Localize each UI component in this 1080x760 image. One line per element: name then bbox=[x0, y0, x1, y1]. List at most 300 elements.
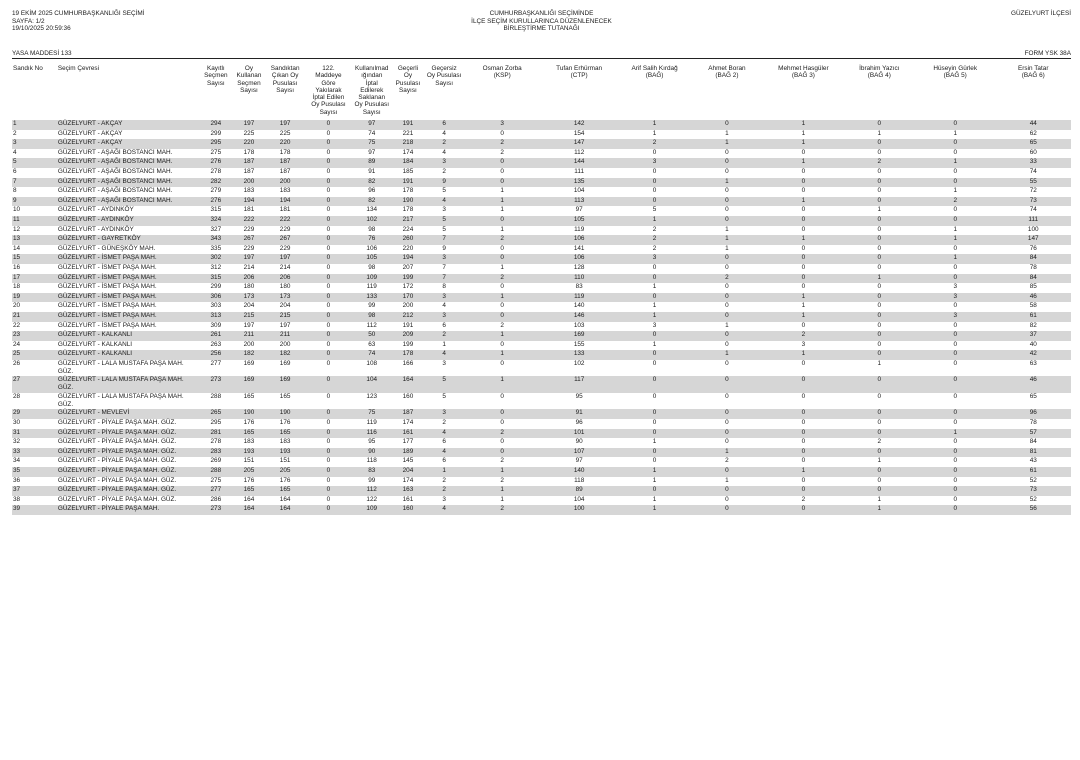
column-header-line: Ersin Tatar bbox=[1018, 65, 1049, 72]
table-cell: 97 bbox=[575, 457, 583, 465]
table-cell: 0 bbox=[326, 438, 331, 446]
table-cell: 0 bbox=[915, 467, 996, 477]
table-cell: 0 bbox=[306, 254, 352, 264]
table-cell: 0 bbox=[915, 448, 996, 458]
ballot-box-number: 2 bbox=[13, 129, 17, 137]
column-header-line: Kullanılmad bbox=[355, 65, 389, 72]
table-cell: 0 bbox=[326, 495, 331, 503]
table-cell: 0 bbox=[877, 419, 882, 427]
table-cell: 4 bbox=[442, 129, 446, 137]
table-row bbox=[12, 467, 1071, 477]
ballot-box-number: 7 bbox=[12, 178, 57, 188]
table-cell: 0 bbox=[652, 457, 657, 465]
table-cell: 164 bbox=[233, 505, 265, 515]
table-cell: 312 bbox=[210, 263, 222, 271]
table-cell: 3 bbox=[618, 254, 690, 264]
table-cell: 0 bbox=[326, 148, 331, 156]
table-cell: 1 bbox=[618, 505, 690, 515]
table-cell: 6 bbox=[442, 457, 446, 465]
table-cell: 65 bbox=[1029, 392, 1037, 400]
table-cell: 178 bbox=[402, 206, 414, 214]
table-cell: 116 bbox=[351, 429, 392, 439]
table-cell: 2 bbox=[877, 438, 882, 446]
table-cell: 0 bbox=[500, 438, 504, 446]
column-header-line: (BAĞ 5) bbox=[943, 72, 967, 80]
column-header-line: Pusulası bbox=[272, 79, 298, 87]
table-cell: 1 bbox=[652, 495, 657, 503]
table-cell: 173 bbox=[265, 293, 306, 303]
column-header-line: Sandıktan bbox=[270, 65, 300, 72]
report-title-line3: BİRLEŞTİRME TUTANAĞI bbox=[503, 25, 580, 33]
table-row bbox=[12, 197, 1071, 207]
table-row bbox=[12, 302, 1071, 312]
table-cell: 1 bbox=[691, 235, 763, 245]
ballot-box-number: 33 bbox=[12, 448, 57, 458]
table-cell: 3 bbox=[953, 283, 957, 291]
table-cell: 1 bbox=[953, 129, 957, 137]
table-cell: 90 bbox=[351, 448, 392, 458]
constituency-name: GÜZELYURT - PİYALE PAŞA MAH. GÜZ. bbox=[57, 419, 177, 427]
table-cell: 2 bbox=[465, 429, 540, 439]
table-row bbox=[12, 457, 1071, 467]
table-cell: 0 bbox=[801, 392, 806, 400]
table-cell: 178 bbox=[402, 187, 414, 195]
column-header-line: (KSP) bbox=[493, 72, 511, 80]
ballot-box-number: 25 bbox=[12, 350, 57, 360]
table-cell: 181 bbox=[243, 206, 255, 214]
table-cell: 0 bbox=[326, 457, 331, 465]
column-header bbox=[392, 65, 424, 120]
table-cell: 222 bbox=[233, 216, 265, 226]
page-number: SAYFA: 1/2 bbox=[12, 17, 45, 25]
column-header-line: Oy bbox=[244, 65, 254, 72]
table-cell: 1 bbox=[618, 312, 690, 322]
table-cell: 0 bbox=[953, 263, 957, 271]
table-cell: 0 bbox=[844, 409, 915, 419]
table-cell: 206 bbox=[233, 274, 265, 284]
constituency-name: GÜZELYURT - LALA MUSTAFA PAŞA MAH. GÜZ. bbox=[57, 359, 184, 375]
table-cell: 0 bbox=[326, 244, 331, 252]
constituency-name: GÜZELYURT - İSMET PAŞA MAH. bbox=[57, 263, 157, 271]
table-cell: 0 bbox=[725, 495, 729, 503]
ballot-box-number: 22 bbox=[13, 321, 21, 329]
table-cell: 0 bbox=[465, 448, 540, 458]
table-cell: 256 bbox=[199, 350, 234, 360]
constituency-name: GÜZELYURT - PİYALE PAŞA MAH. GÜZ. bbox=[57, 476, 177, 484]
table-cell: 174 bbox=[402, 148, 414, 156]
column-header-line: (BAĞ 2) bbox=[715, 72, 739, 80]
table-cell: 0 bbox=[306, 274, 352, 284]
table-cell: 0 bbox=[691, 120, 763, 130]
table-cell: 98 bbox=[351, 312, 392, 322]
table-cell: 1 bbox=[618, 120, 690, 130]
header-left bbox=[12, 10, 312, 33]
table-cell: 135 bbox=[540, 178, 618, 188]
table-cell: 1 bbox=[725, 244, 729, 252]
table-cell: 0 bbox=[306, 409, 352, 419]
table-cell: 146 bbox=[540, 312, 618, 322]
table-cell: 2 bbox=[424, 486, 465, 496]
table-row bbox=[12, 139, 1071, 149]
table-cell: 1 bbox=[652, 438, 657, 446]
table-cell: 1 bbox=[500, 263, 504, 271]
table-cell: 151 bbox=[279, 457, 291, 465]
ballot-box-number: 6 bbox=[13, 168, 17, 176]
constituency-name: GÜZELYURT - PİYALE PAŞA MAH. GÜZ. bbox=[57, 448, 199, 458]
table-cell: 140 bbox=[573, 302, 585, 310]
table-cell: 105 bbox=[351, 254, 392, 264]
table-cell: 0 bbox=[618, 376, 690, 393]
ballot-box-number: 32 bbox=[13, 438, 21, 446]
table-cell: 190 bbox=[265, 409, 306, 419]
table-cell: 101 bbox=[540, 429, 618, 439]
table-cell: 0 bbox=[306, 312, 352, 322]
constituency-name: GÜZELYURT - KALKANLI bbox=[57, 350, 199, 360]
table-row bbox=[12, 254, 1071, 264]
table-cell: 102 bbox=[351, 216, 392, 226]
table-cell: 0 bbox=[326, 129, 331, 137]
table-row bbox=[12, 168, 1071, 178]
table-cell: 111 bbox=[574, 168, 585, 176]
table-cell: 166 bbox=[402, 359, 414, 367]
table-cell: 0 bbox=[844, 331, 915, 341]
table-cell: 163 bbox=[392, 486, 424, 496]
table-cell: 0 bbox=[953, 495, 957, 503]
table-cell: 0 bbox=[465, 312, 540, 322]
column-header-line: Geçerli Oy bbox=[397, 65, 419, 80]
table-cell: 40 bbox=[1029, 340, 1037, 348]
table-cell: 0 bbox=[500, 359, 504, 367]
ballot-box-number: 14 bbox=[13, 244, 21, 252]
column-header-line: Geçersiz bbox=[431, 65, 457, 72]
table-cell: 0 bbox=[844, 376, 915, 393]
table-cell: 0 bbox=[915, 350, 996, 360]
table-cell: 0 bbox=[915, 274, 996, 284]
table-cell: 1 bbox=[465, 350, 540, 360]
column-header-line: Oy Pusulası bbox=[311, 101, 346, 109]
print-timestamp: 19/10/2025 20:59:36 bbox=[12, 25, 71, 33]
table-cell: 169 bbox=[279, 359, 291, 367]
table-cell: 0 bbox=[877, 302, 882, 310]
table-cell: 0 bbox=[763, 448, 844, 458]
table-row bbox=[12, 393, 1071, 410]
table-cell: 1 bbox=[691, 448, 763, 458]
table-cell: 75 bbox=[351, 139, 392, 149]
constituency-name: GÜZELYURT - İSMET PAŞA MAH. bbox=[57, 302, 157, 310]
table-cell: 187 bbox=[265, 158, 306, 168]
table-cell: 178 bbox=[392, 350, 424, 360]
table-cell: 73 bbox=[995, 486, 1071, 496]
table-cell: 4 bbox=[424, 350, 465, 360]
table-cell: 119 bbox=[366, 419, 377, 427]
table-cell: 2 bbox=[652, 244, 657, 252]
constituency-name: GÜZELYURT - LALA MUSTAFA PAŞA MAH. GÜZ. bbox=[57, 392, 184, 408]
table-cell: 61 bbox=[995, 312, 1071, 322]
table-cell: 182 bbox=[265, 350, 306, 360]
ballot-box-number: 21 bbox=[12, 312, 57, 322]
table-cell: 112 bbox=[351, 486, 392, 496]
table-cell: 0 bbox=[763, 376, 844, 393]
table-cell: 194 bbox=[392, 254, 424, 264]
table-cell: 2 bbox=[618, 235, 690, 245]
table-cell: 0 bbox=[652, 263, 657, 271]
table-cell: 0 bbox=[763, 216, 844, 226]
ballot-box-number: 27 bbox=[12, 376, 57, 393]
table-row bbox=[12, 419, 1071, 429]
table-cell: 299 bbox=[210, 129, 222, 137]
table-cell: 0 bbox=[725, 168, 729, 176]
ballot-box-number: 36 bbox=[13, 476, 21, 484]
table-cell: 0 bbox=[500, 129, 504, 137]
table-row bbox=[12, 178, 1071, 188]
table-row bbox=[12, 322, 1071, 332]
table-cell: 335 bbox=[210, 244, 222, 252]
ballot-box-number: 19 bbox=[12, 293, 57, 303]
table-row bbox=[12, 360, 1071, 377]
table-cell: 194 bbox=[233, 197, 265, 207]
table-cell: 288 bbox=[199, 467, 234, 477]
ballot-box-number: 28 bbox=[13, 392, 21, 400]
table-cell: 295 bbox=[210, 419, 222, 427]
table-cell: 0 bbox=[763, 178, 844, 188]
table-cell: 75 bbox=[351, 409, 392, 419]
table-cell: 100 bbox=[540, 505, 618, 515]
table-cell: 128 bbox=[573, 263, 585, 271]
table-row bbox=[12, 216, 1071, 226]
constituency-name: GÜZELYURT - AŞAĞI BOSTANCI MAH. bbox=[57, 178, 199, 188]
table-cell: 0 bbox=[465, 254, 540, 264]
table-cell: 1 bbox=[915, 158, 996, 168]
table-cell: 1 bbox=[763, 235, 844, 245]
table-cell: 84 bbox=[995, 254, 1071, 264]
table-cell: 0 bbox=[844, 467, 915, 477]
table-cell: 0 bbox=[326, 419, 331, 427]
ballot-box-number: 13 bbox=[12, 235, 57, 245]
table-cell: 0 bbox=[763, 486, 844, 496]
table-cell: 160 bbox=[392, 505, 424, 515]
table-cell: 4 bbox=[424, 448, 465, 458]
column-header-line: (BAĞ 4) bbox=[867, 72, 891, 80]
table-cell: 110 bbox=[540, 274, 618, 284]
table-cell: 176 bbox=[279, 476, 291, 484]
table-cell: 99 bbox=[368, 476, 376, 484]
table-row bbox=[12, 477, 1071, 487]
table-cell: 200 bbox=[233, 178, 265, 188]
table-cell: 185 bbox=[402, 168, 414, 176]
table-cell: 0 bbox=[500, 244, 504, 252]
table-cell: 0 bbox=[763, 409, 844, 419]
column-header-line: Tufan Erhürman bbox=[556, 65, 603, 72]
table-cell: 3 bbox=[618, 158, 690, 168]
table-cell: 207 bbox=[402, 263, 414, 271]
table-cell: 261 bbox=[199, 331, 234, 341]
table-cell: 85 bbox=[1029, 283, 1037, 291]
table-cell: 0 bbox=[500, 283, 504, 291]
column-header bbox=[995, 65, 1071, 120]
table-cell: 1 bbox=[877, 495, 882, 503]
table-cell: 0 bbox=[763, 505, 844, 515]
table-cell: 197 bbox=[243, 321, 255, 329]
table-cell: 2 bbox=[801, 495, 806, 503]
table-cell: 0 bbox=[725, 419, 729, 427]
table-cell: 0 bbox=[953, 302, 957, 310]
table-row bbox=[12, 312, 1071, 322]
constituency-name: GÜZELYURT - KALKANLI bbox=[57, 340, 133, 348]
table-cell: 0 bbox=[763, 254, 844, 264]
table-row bbox=[12, 496, 1071, 506]
table-cell: 0 bbox=[326, 392, 331, 400]
table-cell: 197 bbox=[265, 254, 306, 264]
table-cell: 165 bbox=[243, 392, 255, 400]
table-cell: 82 bbox=[351, 197, 392, 207]
table-cell: 3 bbox=[424, 312, 465, 322]
table-cell: 183 bbox=[243, 438, 255, 446]
table-cell: 0 bbox=[652, 392, 657, 400]
table-cell: 164 bbox=[279, 495, 291, 503]
table-cell: 0 bbox=[691, 429, 763, 439]
table-cell: 220 bbox=[402, 244, 414, 252]
table-cell: 3 bbox=[424, 158, 465, 168]
table-cell: 83 bbox=[351, 467, 392, 477]
table-cell: 118 bbox=[574, 476, 585, 484]
table-cell: 95 bbox=[368, 438, 376, 446]
law-article: YASA MADDESİ 133 bbox=[12, 50, 72, 57]
table-row bbox=[12, 235, 1071, 245]
column-header-line: Sayısı bbox=[206, 79, 225, 87]
table-cell: 0 bbox=[618, 274, 690, 284]
column-header bbox=[57, 65, 199, 120]
table-cell: 2 bbox=[465, 235, 540, 245]
ballot-box-number: 16 bbox=[13, 263, 21, 271]
table-cell: 0 bbox=[306, 216, 352, 226]
table-cell: 0 bbox=[618, 293, 690, 303]
table-cell: 315 bbox=[210, 206, 222, 214]
ballot-box-number: 20 bbox=[13, 302, 21, 310]
table-cell: 0 bbox=[306, 331, 352, 341]
table-cell: 89 bbox=[540, 486, 618, 496]
table-cell: 1 bbox=[465, 467, 540, 477]
table-cell: 197 bbox=[233, 120, 265, 130]
table-cell: 0 bbox=[725, 359, 729, 367]
table-row bbox=[12, 283, 1071, 293]
table-cell: 89 bbox=[351, 158, 392, 168]
table-cell: 187 bbox=[392, 409, 424, 419]
table-cell: 96 bbox=[368, 187, 376, 195]
table-cell: 0 bbox=[877, 187, 882, 195]
table-cell: 165 bbox=[233, 486, 265, 496]
table-cell: 200 bbox=[402, 302, 414, 310]
column-header-line: Pusulası bbox=[395, 79, 421, 87]
table-cell: 7 bbox=[442, 263, 446, 271]
table-cell: 55 bbox=[995, 178, 1071, 188]
table-cell: 191 bbox=[402, 321, 414, 329]
table-cell: 169 bbox=[243, 359, 255, 367]
table-cell: 2 bbox=[652, 225, 657, 233]
table-cell: 0 bbox=[953, 340, 957, 348]
table-cell: 343 bbox=[199, 235, 234, 245]
table-cell: 1 bbox=[763, 158, 844, 168]
table-cell: 0 bbox=[801, 457, 806, 465]
table-cell: 106 bbox=[540, 254, 618, 264]
table-cell: 0 bbox=[801, 263, 806, 271]
table-cell: 178 bbox=[279, 148, 291, 156]
table-cell: 164 bbox=[392, 376, 424, 393]
table-cell: 0 bbox=[725, 263, 729, 271]
column-header-line: Sayısı bbox=[435, 79, 453, 87]
table-cell: 0 bbox=[844, 254, 915, 264]
table-cell: 0 bbox=[844, 486, 915, 496]
table-cell: 2 bbox=[844, 158, 915, 168]
table-cell: 3 bbox=[915, 312, 996, 322]
constituency-name: GÜZELYURT - AŞAĞI BOSTANCI MAH. bbox=[57, 168, 173, 176]
table-cell: 1 bbox=[465, 331, 540, 341]
table-cell: 217 bbox=[392, 216, 424, 226]
table-cell: 0 bbox=[465, 216, 540, 226]
table-cell: 0 bbox=[465, 409, 540, 419]
table-cell: 81 bbox=[995, 448, 1071, 458]
table-cell: 145 bbox=[402, 457, 414, 465]
table-header bbox=[12, 65, 1071, 120]
table-cell: 1 bbox=[725, 476, 729, 484]
ballot-box-number: 11 bbox=[12, 216, 57, 226]
table-cell: 1 bbox=[953, 225, 957, 233]
constituency-name: GÜZELYURT - İSMET PAŞA MAH. bbox=[57, 293, 199, 303]
table-cell: 37 bbox=[995, 331, 1071, 341]
table-body bbox=[12, 120, 1071, 515]
table-cell: 100 bbox=[1027, 225, 1039, 233]
column-header-line: Seçim Çevresi bbox=[57, 65, 100, 72]
table-cell: 0 bbox=[618, 429, 690, 439]
table-cell: 112 bbox=[366, 321, 377, 329]
table-cell: 108 bbox=[366, 359, 378, 367]
table-cell: 0 bbox=[306, 120, 352, 130]
table-cell: 0 bbox=[953, 168, 957, 176]
table-cell: 78 bbox=[1029, 263, 1037, 271]
constituency-name: GÜZELYURT - AŞAĞI BOSTANCI MAH. bbox=[57, 187, 173, 195]
table-cell: 98 bbox=[368, 225, 376, 233]
ballot-box-number: 26 bbox=[13, 359, 21, 367]
table-cell: 197 bbox=[279, 321, 291, 329]
table-cell: 0 bbox=[801, 187, 806, 195]
column-header-line: İptal Edilen bbox=[312, 94, 345, 102]
column-header-line: Mehmet Hasgüler bbox=[778, 65, 829, 72]
table-cell: 0 bbox=[801, 438, 806, 446]
table-cell: 275 bbox=[210, 476, 222, 484]
table-cell: 3 bbox=[652, 321, 657, 329]
table-cell: 0 bbox=[844, 429, 915, 439]
table-row bbox=[12, 226, 1071, 236]
table-cell: 211 bbox=[265, 331, 306, 341]
table-cell: 0 bbox=[801, 419, 806, 427]
column-header bbox=[465, 65, 540, 120]
table-cell: 1 bbox=[424, 467, 465, 477]
table-cell: 42 bbox=[995, 350, 1071, 360]
table-cell: 44 bbox=[995, 120, 1071, 130]
table-cell: 260 bbox=[392, 235, 424, 245]
table-row bbox=[12, 264, 1071, 274]
table-cell: 0 bbox=[326, 283, 331, 291]
constituency-name: GÜZELYURT - PİYALE PAŞA MAH. GÜZ. bbox=[57, 429, 199, 439]
table-cell: 214 bbox=[279, 263, 291, 271]
table-cell: 3 bbox=[442, 206, 446, 214]
table-cell: 0 bbox=[877, 168, 882, 176]
column-header-line: Sayısı bbox=[362, 108, 381, 116]
constituency-name: GÜZELYURT - İSMET PAŞA MAH. bbox=[57, 283, 157, 291]
table-cell: 1 bbox=[500, 225, 504, 233]
table-cell: 1 bbox=[877, 206, 882, 214]
table-cell: 164 bbox=[243, 495, 255, 503]
table-cell: 0 bbox=[326, 263, 331, 271]
